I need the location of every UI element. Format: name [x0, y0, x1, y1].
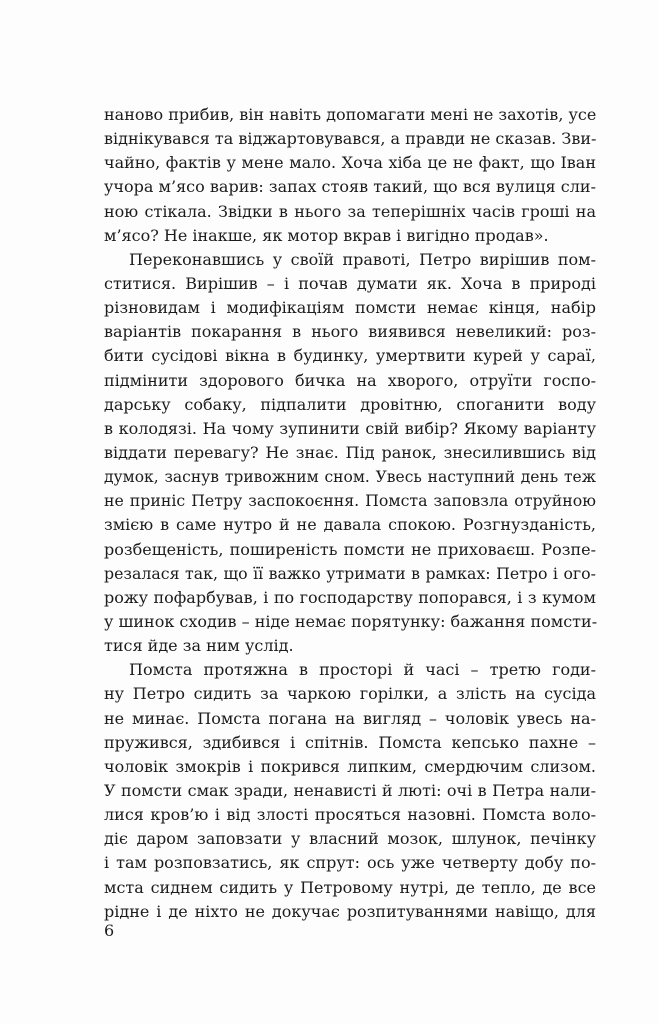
text-line: віддати перевагу? Не знає. Під ранок, знесилившись від	[104, 442, 596, 462]
paragraph-first-line: Переконавшись у своїй правоті, Петро вирішив пом-	[129, 249, 596, 269]
text-line: У помсти смак зради, ненависті й люті: очі в Петра нали-	[104, 780, 596, 800]
text-line: розбещеність, поширеність помсти не приховаєш. Розпе-	[104, 539, 596, 559]
paragraph-first-line: Помста протяжна в просторі й часі – третю годи-	[129, 660, 596, 680]
text-line: віднікувався та віджартовувався, а правди не сказав. Зви-	[104, 129, 597, 149]
text-line: в колодязі. На чому зупинити свій вибір? Якому варіанту	[104, 418, 596, 438]
text-line: думок, заснув тривожним сном. Увесь наступний день теж	[104, 468, 596, 487]
text-line: різновидам і модифікаціям помсти немає кінця, набір	[104, 298, 596, 318]
text-line: тися йде за ним услід.	[104, 636, 294, 656]
text-line: дарську собаку, підпалити дровітню, споганити воду	[104, 394, 596, 414]
text-line: підмінити здорового бичка на хворого, отруїти госпо-	[104, 370, 596, 390]
text-line: у шинок сходив – ніде немає порятунку: бажання помсти-	[104, 611, 598, 631]
text-line: м’ясо? Не інакше, як мотор вкрав і вигідно продав».	[104, 225, 549, 245]
text-line: учора м’ясо варив: запах стояв такий, що вся вулиця сли-	[104, 177, 596, 197]
text-line: рожу пофарбував, і по господарству попорався, і з кумом	[104, 587, 596, 607]
text-line: варіантів покарання в нього виявився невеликий: роз-	[104, 322, 596, 342]
text-line: не приніс Петру заспокоєння. Помста заповзла отруйною	[104, 491, 596, 511]
page-number: 6	[104, 921, 115, 940]
text-line: бити сусідові вікна в будинку, умертвити курей у сараї,	[104, 346, 596, 366]
text-line: наново прибив, він навіть допомагати мені не захотів, усе	[104, 105, 597, 124]
text-line: лися кров’ю і від злості просяться назовні. Помста воло-	[104, 805, 596, 825]
body-text	[104, 103, 596, 924]
text-line: резалася так, що її важко утримати в рамках: Петро і ого-	[104, 563, 596, 583]
text-line: пружився, здибився і спітнів. Помста кепсько пахне –	[104, 732, 596, 752]
text-line: рідне і де ніхто не докучає розпитуваннями навіщо, для	[104, 901, 596, 921]
text-line: ститися. Вирішив – і почав думати як. Хоча в природі	[104, 273, 596, 293]
text-line: діє даром заповзати у власний мозок, шлунок, печінку	[104, 829, 596, 849]
text-line: чоловік змокрів і покрився липким, смердючим слизом.	[104, 756, 596, 776]
text-line: ною стікала. Звідки в нього за теперішніх часів гроші на	[104, 201, 596, 221]
text-line: чайно, фактів у мене мало. Хоча хіба це не факт, що Іван	[104, 153, 596, 173]
text-line: мста сиднем сидить у Петровому нутрі, де тепло, де все	[104, 877, 596, 897]
text-line: змією в саме нутро й не давала спокою. Розгнуздaність,	[104, 515, 596, 535]
text-line: не минає. Помста погана на вигляд – чоловік увесь на-	[104, 708, 596, 728]
text-line: ну Петро сидить за чаркою горілки, а злість на сусіда	[104, 684, 596, 704]
text-line: і там розповзатись, як спрут: ось уже четверту добу по-	[104, 853, 596, 873]
